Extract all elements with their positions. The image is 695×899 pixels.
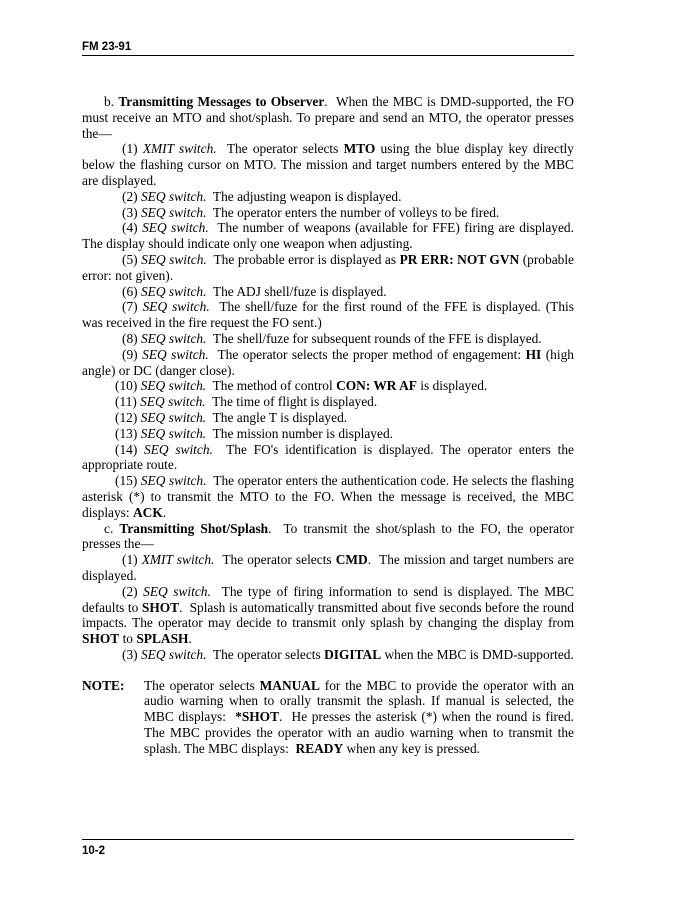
item-text: The ADJ shell/fuze is displayed. <box>212 283 387 299</box>
note-text-part: for the MBC to provide the operator with an audio warning when to orally transmit the splash. If manual is selected, the MBC displays: <box>144 677 574 725</box>
item-text: The angle T is displayed. <box>212 409 348 425</box>
item-number: (4) <box>122 220 138 236</box>
section-b-item-13 <box>82 426 574 442</box>
switch-name: XMIT switch. <box>141 552 215 568</box>
section-b-item-2 <box>82 189 574 205</box>
item-number: (13) <box>115 425 138 441</box>
item-number: (7) <box>122 299 138 315</box>
note-block <box>82 678 574 757</box>
item-number: (11) <box>115 394 137 410</box>
section-b-item-list <box>82 141 574 520</box>
item-text: is displayed. <box>420 378 488 394</box>
item-text: when the MBC is DMD-supported. <box>384 646 574 662</box>
item-text: The mission number is displayed. <box>212 425 393 441</box>
item-text: The shell/fuze for subsequent rounds of the FFE is displayed. <box>212 330 542 346</box>
spacer <box>82 663 574 678</box>
note-keyword: *SHOT <box>235 709 280 725</box>
item-keyword: MTO <box>343 141 376 157</box>
item-number: (6) <box>122 283 138 299</box>
section-b-title: Transmitting Messages to Observer <box>118 94 325 109</box>
item-text: The mission and target numbers are displayed. <box>82 552 574 583</box>
item-number: (1) <box>122 141 138 157</box>
section-b-item-15 <box>82 473 574 520</box>
switch-name: SEQ switch. <box>140 283 207 299</box>
note-label: NOTE: <box>82 677 125 693</box>
note-text-part: He presses the asterisk (*) when the round is fired. The MBC provides the operator with an audio warning when to transmit the splash. The MBC displays: <box>144 709 575 756</box>
section-b-item-4 <box>82 220 574 252</box>
section-c-lead: c. <box>104 520 114 536</box>
item-text: The adjusting weapon is displayed. <box>212 188 402 204</box>
switch-name: SEQ switch. <box>140 646 207 662</box>
item-text: The method of control <box>212 378 333 394</box>
item-text: Splash is automatically transmitted about five seconds before the round impacts. The operator may decide to transmit only splash by changing the display from <box>82 599 574 631</box>
switch-name: SEQ switch. <box>142 346 209 362</box>
section-b-item-12 <box>82 410 574 426</box>
item-keyword: PR ERR: NOT GVN <box>399 251 520 267</box>
item-keyword: SHOT <box>141 599 180 615</box>
note-keyword: MANUAL <box>259 677 320 693</box>
item-text: The shell/fuze for the first round of the FFE is displayed. (This was received in the fire request the FO sent.) <box>82 299 574 331</box>
section-b-item-14 <box>82 442 574 474</box>
section-b-item-10 <box>82 378 574 394</box>
item-keyword: SHOT <box>82 631 120 647</box>
item-number: (3) <box>122 646 138 662</box>
note-text-part: The operator selects <box>144 677 255 693</box>
section-b-item-6 <box>82 284 574 300</box>
section-c-item-2: (2) SEQ switch. The type of firing information to send is displayed. The MBC defaults to SHOT. Splash is automatically transmitted about five seconds before the round impacts. The operator may decide to transmit only splash by changing the display from SHOT to SPLASH. <box>82 583 574 647</box>
item-text: The operator selects <box>212 646 321 662</box>
item-number: (1) <box>122 552 138 568</box>
switch-name: SEQ switch. <box>142 299 210 315</box>
item-text: (probable error: not given). <box>82 251 574 283</box>
switch-name: SEQ switch. <box>140 394 206 410</box>
section-b-item-3 <box>82 205 574 221</box>
section-c-item-1: (1) XMIT switch. The operator selects CMD. The mission and target numbers are displayed. <box>82 552 574 583</box>
section-b-lead: b. <box>104 94 115 109</box>
item-number: (3) <box>122 204 138 220</box>
item-number: (5) <box>122 251 138 267</box>
running-header: FM 23-91 <box>82 41 132 53</box>
note-keyword: READY <box>295 740 344 756</box>
switch-name: SEQ switch. <box>140 473 207 489</box>
item-text: The FO's identification is displayed. The operator enters the appropriate route. <box>82 441 574 473</box>
section-b-item-1 <box>82 141 574 188</box>
item-text: The operator selects <box>222 552 332 568</box>
item-text: The number of weapons (available for FFE) firing are displayed. The display should indicate only one weapon when adjusting. <box>82 220 574 252</box>
item-text: . <box>162 504 167 520</box>
section-c-title: Transmitting Shot/Splash <box>119 520 269 536</box>
item-text: The time of flight is displayed. <box>212 394 378 410</box>
section-b-item-11 <box>82 394 574 410</box>
note-text: The operator selects MANUAL for the MBC to provide the operator with an audio warning when to orally transmit the splash. If manual is selected, the MBC displays: *SHOT. He presses the asterisk (*) when the round is fired. The MBC provides the operator with an audio warning when to transmit the splash. The MBC displays: READY when any key is pressed. <box>144 677 575 756</box>
switch-name: SEQ switch. <box>142 220 209 236</box>
item-keyword: CMD <box>335 552 368 568</box>
item-text: The type of firing information to send is displayed. The MBC defaults to <box>82 583 574 615</box>
item-text: The probable error is displayed as <box>213 251 397 267</box>
switch-name: SEQ switch. <box>141 251 207 267</box>
item-keyword: ACK <box>132 504 163 520</box>
section-b-item-5 <box>82 252 574 284</box>
item-number: (2) <box>122 188 138 204</box>
item-keyword: CON: WR AF <box>336 378 417 394</box>
switch-name: XMIT switch. <box>142 141 217 157</box>
item-number: (2) <box>122 583 138 599</box>
document-body <box>82 94 574 757</box>
section-c-paragraph: c. Transmitting Shot/Splash. To transmit the shot/splash to the FO, the operator presses the— <box>82 520 574 552</box>
item-keyword: SPLASH <box>136 631 189 647</box>
item-text: The operator enters the number of volleys to be fired. <box>212 204 500 220</box>
switch-name: SEQ switch. <box>143 583 211 599</box>
item-text: to <box>122 631 133 647</box>
switch-name: SEQ switch. <box>140 425 207 441</box>
item-text: The operator enters the authentication code. He selects the flashing asterisk (*) to transmit the MTO to the FO. When the message is received, the MBC displays: <box>82 473 574 520</box>
section-b-item-9 <box>82 347 574 379</box>
item-number: (15) <box>115 473 138 489</box>
switch-name: SEQ switch. <box>144 441 213 457</box>
switch-name: SEQ switch. <box>140 204 207 220</box>
section-c-item-3 <box>82 647 574 663</box>
item-number: (10) <box>115 378 138 394</box>
switch-name: SEQ switch. <box>140 188 207 204</box>
footer-rule <box>82 839 574 840</box>
section-b-item-7 <box>82 299 574 331</box>
switch-name: SEQ switch. <box>140 409 207 425</box>
section-b-item-8 <box>82 331 574 347</box>
page-number: 10-2 <box>82 845 106 857</box>
note-text-part: when any key is pressed. <box>346 740 481 756</box>
item-keyword: HI <box>525 346 542 362</box>
header-rule <box>82 55 574 56</box>
item-number: (9) <box>122 346 138 362</box>
item-number: (14) <box>115 441 138 457</box>
section-b-paragraph: b. Transmitting Messages to Observer. When the MBC is DMD-supported, the FO must receive an MTO and shot/splash. To prepare and send an MTO, the operator presses the— <box>82 94 574 141</box>
item-text: The operator selects the proper method of engagement: <box>217 346 522 362</box>
switch-name: SEQ switch. <box>140 330 207 346</box>
section-c-intro: To transmit the shot/splash to the FO, the operator presses the— <box>82 520 574 552</box>
item-text: The operator selects <box>226 141 339 157</box>
section-b-intro: When the MBC is DMD-supported, the FO must receive an MTO and shot/splash. To prepare and send an MTO, the operator presses the— <box>82 94 574 141</box>
switch-name: SEQ switch. <box>140 378 207 394</box>
item-text: (high angle) or DC (danger close). <box>82 346 574 378</box>
item-text: using the blue display key directly below the flashing cursor on MTO. The mission and target numbers entered by the MBC are displayed. <box>82 141 574 188</box>
item-keyword: DIGITAL <box>324 646 382 662</box>
item-number: (12) <box>115 409 138 425</box>
item-number: (8) <box>122 330 138 346</box>
